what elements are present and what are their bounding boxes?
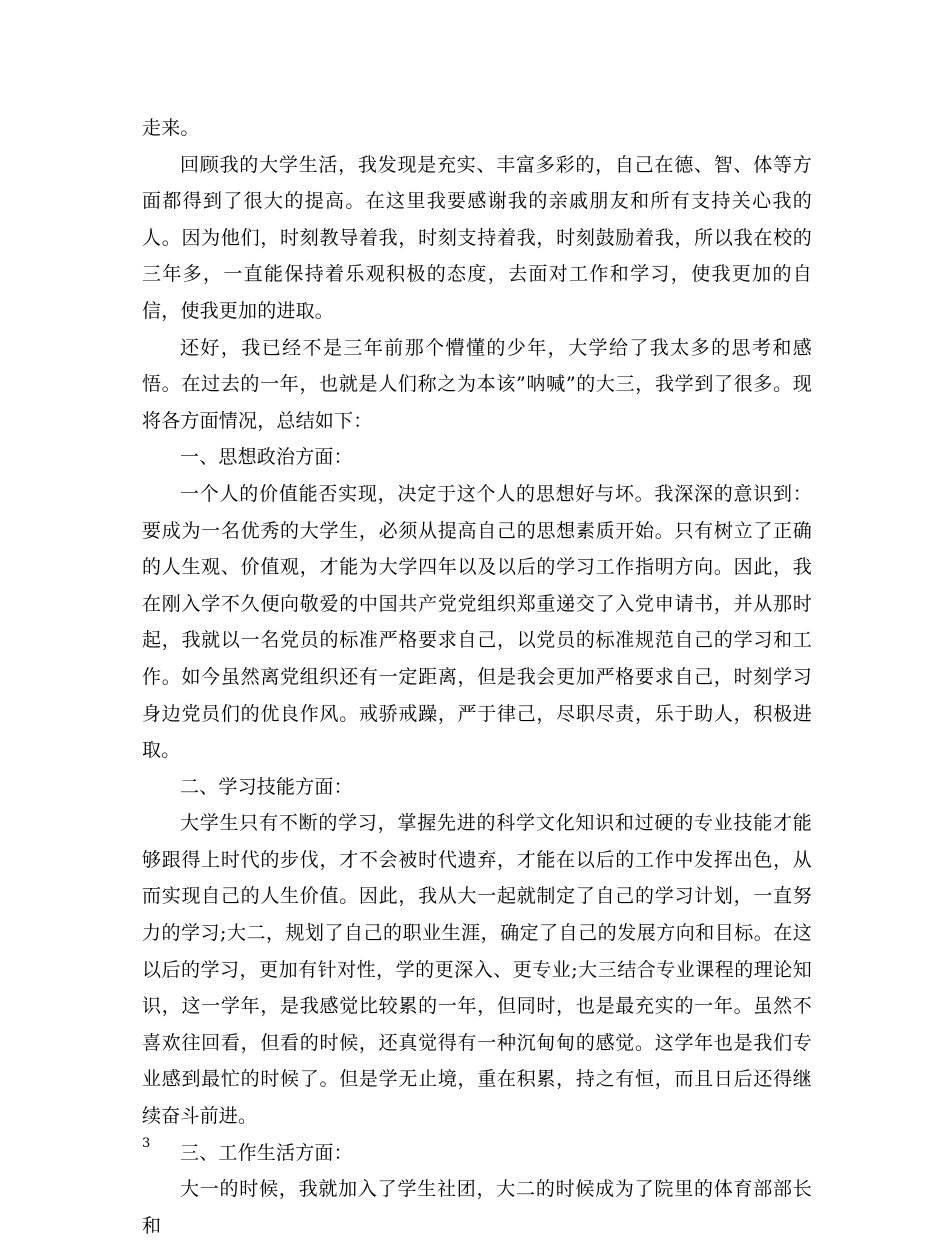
paragraph-work-life: 大一的时候，我就加入了学生社团，大二的时候成为了院里的体育部部长和 (142, 1178, 812, 1237)
page-number: 3 (142, 1136, 151, 1151)
paragraph-1: 走来。 (142, 117, 200, 139)
section-heading-political: 一、思想政治方面： (180, 446, 353, 469)
paragraph-study: 大学生只有不断的学习，掌握先进的科学文化知识和过硬的专业技能才能够跟得上时代的步伐，才不会被时代遗弃，才能在以后的工作中发挥出色，从而实现自己的人生价值。因此，我从大一起就制定了自己的学习计划，一直努力的学习;大二，规划了自己的职业生涯，确定了自己的发展方向和目标。在这以后的学习，更加有针对性，学的更深入、更专业;大三结合专业课程的理论知识，这一学年，是我感觉比较累的一年，但同时，也是最充实的一年。虽然不喜欢往回看，但看的时候，还真觉得有一种沉甸甸的感觉。这学年也是我们专业感到最忙的时候了。但是学无止境，重在积累，持之有恒，而且日后还得继续奋斗前进。 (142, 812, 812, 1128)
paragraph-3: 还好，我已经不是三年前那个懵懂的少年，大学给了我太多的思考和感悟。在过去的一年，也就是人们称之为本该”呐喊”的大三，我学到了很多。现将各方面情况，总结如下： (142, 336, 812, 432)
section-heading-study: 二、学习技能方面： (180, 775, 353, 798)
section-heading-work-life: 三、工作生活方面： (180, 1141, 353, 1164)
paragraph-political: 一个人的价值能否实现，决定于这个人的思想好与坏。我深深的意识到：要成为一名优秀的大学生，必须从提高自己的思想素质开始。只有树立了正确的人生观、价值观，才能为大学四年以及以后的学习工作指明方向。因此，我在刚入学不久便向敬爱的中国共产党党组织郑重递交了入党申请书，并从那时起，我就以一名党员的标准严格要求自己，以党员的标准规范自己的学习和工作。如今虽然离党组织还有一定距离，但是我会更加严格要求自己，时刻学习身边党员们的优良作风。戒骄戒躁，严于律己，尽职尽责，乐于助人，积极进取。 (142, 482, 812, 762)
paragraph-2: 回顾我的大学生活，我发现是充实、丰富多彩的，自己在德、智、体等方面都得到了很大的提高。在这里我要感谢我的亲戚朋友和所有支持关心我的人。因为他们，时刻教导着我，时刻支持着我，时刻鼓励着我，所以我在校的三年多，一直能保持着乐观积极的态度，去面对工作和学习，使我更加的自信，使我更加的进取。 (142, 153, 812, 322)
document-body (142, 110, 812, 1244)
